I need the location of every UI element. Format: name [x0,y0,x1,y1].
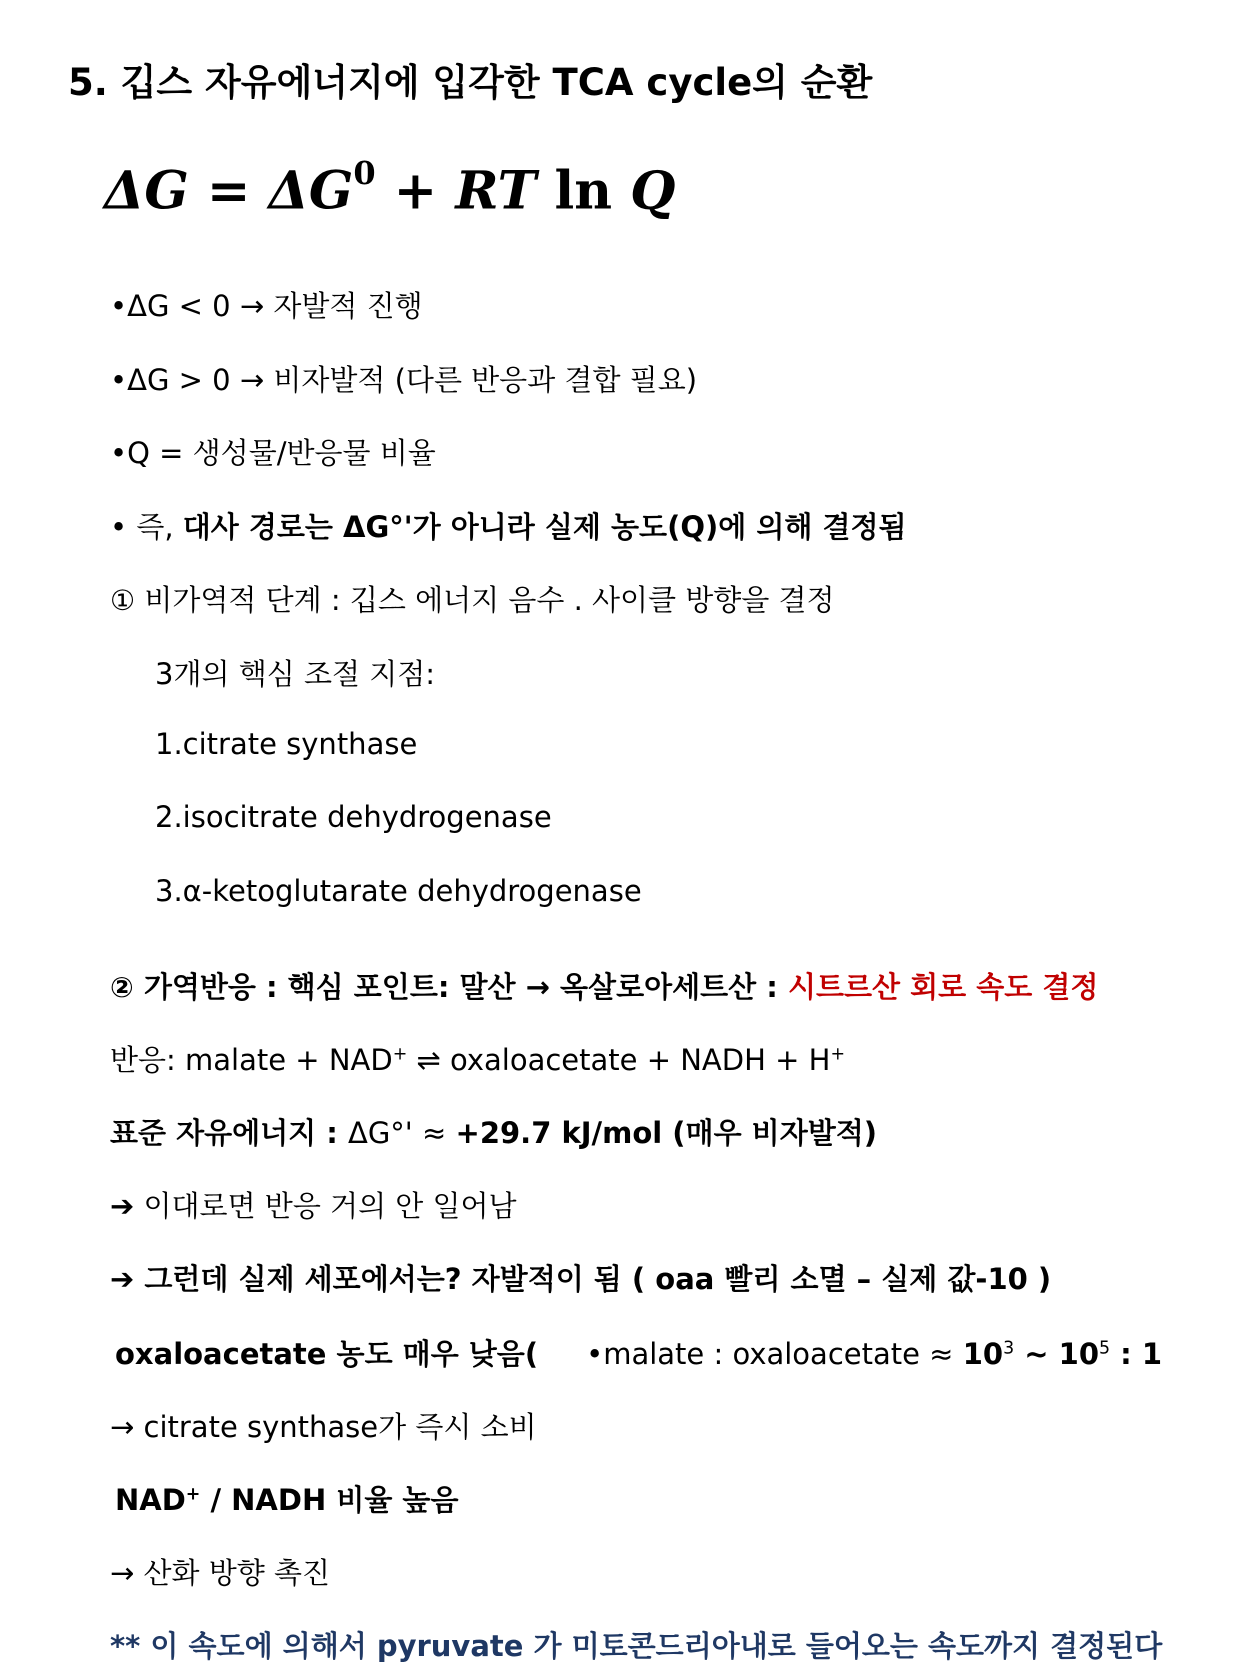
eq-plus: + [375,160,456,222]
bullet-dg-positive: •ΔG > 0 → 비자발적 (다른 반응과 결합 필요) [110,363,698,397]
summary-prefix: • 즉, [110,510,183,544]
eq-equals: = [188,160,269,222]
oaa-r1: 10 [962,1337,1004,1371]
section-2-red-highlight: 시트르산 회로 속도 결정 [787,970,1099,1004]
enzyme-item-2: 2.isocitrate dehydrogenase [155,800,552,834]
reaction-sup-1: + [392,1044,408,1065]
section-1-heading [110,578,835,619]
section-2-bold: 가역반응 : 핵심 포인트: 말산 → 옥살로아세트산 : [133,970,788,1004]
consume-line: → citrate synthase가 즉시 소비 [110,1410,537,1444]
summary-bold: 대사 경로는 ΔG°'가 아니라 실제 농도(Q)에 의해 결정됨 [182,510,907,544]
bullet-dg-negative: •ΔG < 0 → 자발적 진행 [110,289,423,323]
nad-post: / NADH 비율 높음 [200,1483,459,1517]
circled-one-marker: ① [110,584,136,617]
page-title: 5. 깁스 자유에너지에 입각한 TCA cycle의 순환 [68,61,873,104]
arrow-line-1 [110,1184,517,1225]
oaa-r1-sup: 3 [1003,1338,1015,1359]
standard-energy-pre: ΔG°' ≈ [347,1116,456,1150]
eq-rt: RT [455,160,537,222]
oaa-bold: oxaloacetate 농도 매우 낮음( [115,1337,539,1371]
nad-line [115,1478,458,1519]
standard-energy-value: +29.7 kJ/mol (매우 비자발적) [455,1116,877,1150]
oaa-line [115,1332,1162,1373]
enzyme-item-1: 1.citrate synthase [155,727,418,761]
footnote: ** 이 속도에 의해서 pyruvate 가 미토콘드리아내로 들어오는 속도까지 결정된다 [110,1629,1163,1663]
oaa-ratio-pre: •malate : oxaloacetate ≈ [586,1337,963,1371]
eq-q: Q [630,160,676,222]
eq-superscript-zero: 0 [353,154,376,192]
arrow-right-icon: ➔ [110,1262,135,1296]
eq-dg: ΔG [104,160,189,222]
circled-two-marker: ② [110,971,134,1004]
oaa-tilde: ~ [1014,1337,1059,1371]
reaction-label: 반응: malate + NAD [110,1043,393,1077]
reaction-sup-2: + [830,1044,846,1065]
summary-line [110,505,907,546]
section-2-heading [110,965,1098,1006]
arrow-right-icon: ➔ [110,1189,135,1223]
standard-energy-label: 표준 자유에너지 : [110,1116,348,1150]
section-1-sub: 3개의 핵심 조절 지점: [155,657,435,691]
gibbs-equation [104,154,676,222]
oaa-r2: 10 [1058,1337,1099,1371]
enzyme-item-3: 3.α-ketoglutarate dehydrogenase [155,874,642,908]
arrow-line-2 [110,1257,1051,1298]
oaa-r2-sup: 5 [1099,1338,1111,1359]
reaction-mid: ⇌ oxaloacetate + NADH + H [407,1043,831,1077]
nad-pre: NAD [115,1483,186,1517]
eq-dg0: ΔG [268,160,354,222]
section-1-text: 비가역적 단계 : 깁스 에너지 음수 . 사이클 방향을 결정 [144,583,835,617]
nad-sup: + [185,1484,201,1505]
oaa-tail: : 1 [1110,1337,1163,1371]
reaction-line [110,1038,845,1079]
arrow-line-2-text: 그런데 실제 세포에서는? 자발적이 됨 ( oaa 빨리 소멸 – 실제 값-10 ) [134,1262,1052,1296]
standard-energy-line [110,1111,877,1152]
oxidation-line: → 산화 방향 촉진 [110,1556,331,1590]
eq-ln: ln [536,160,631,222]
arrow-line-1-text: 이대로면 반응 거의 안 일어남 [134,1189,517,1223]
bullet-q-ratio: •Q = 생성물/반응물 비율 [110,436,436,470]
